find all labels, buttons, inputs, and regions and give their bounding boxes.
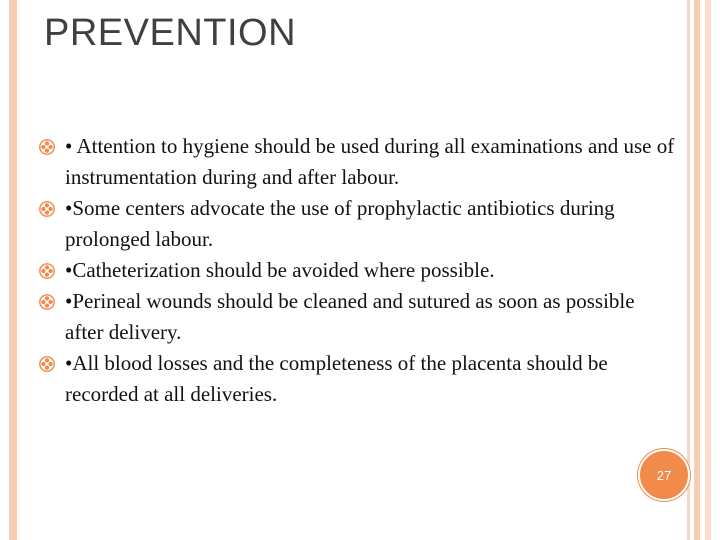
bullet-item-3 [38, 255, 678, 286]
flower-icon [38, 200, 56, 218]
bullet-text-5: •All blood losses and the completeness of the placenta should be recorded at all deliveries. [65, 351, 608, 406]
slide-title: PREVENTION [44, 12, 297, 54]
bullet-text-3: •Catheterization should be avoided where possible. [65, 258, 495, 282]
flower-icon [38, 293, 56, 311]
bullet-item-5 [38, 348, 678, 410]
page-number-badge: 27 [638, 449, 690, 501]
flower-icon [38, 262, 56, 280]
bullet-item-1 [38, 131, 678, 193]
bullet-text-1: • Attention to hygiene should be used during all examinations and use of instrumentation during and after labour. [65, 134, 675, 189]
bullet-item-2 [38, 193, 678, 255]
flower-icon [38, 355, 56, 373]
bullet-text-2: •Some centers advocate the use of prophylactic antibiotics during prolonged labour. [65, 196, 615, 251]
flower-icon [38, 138, 56, 156]
right-decorative-bar-outer [705, 0, 711, 540]
bullet-list [38, 131, 678, 410]
right-decorative-bar-middle [694, 0, 700, 540]
bullet-text-4: •Perineal wounds should be cleaned and sutured as soon as possible after delivery. [65, 289, 635, 344]
right-decorative-bar-inner [687, 0, 690, 540]
bullet-item-4 [38, 286, 678, 348]
left-decorative-bar [9, 0, 17, 540]
